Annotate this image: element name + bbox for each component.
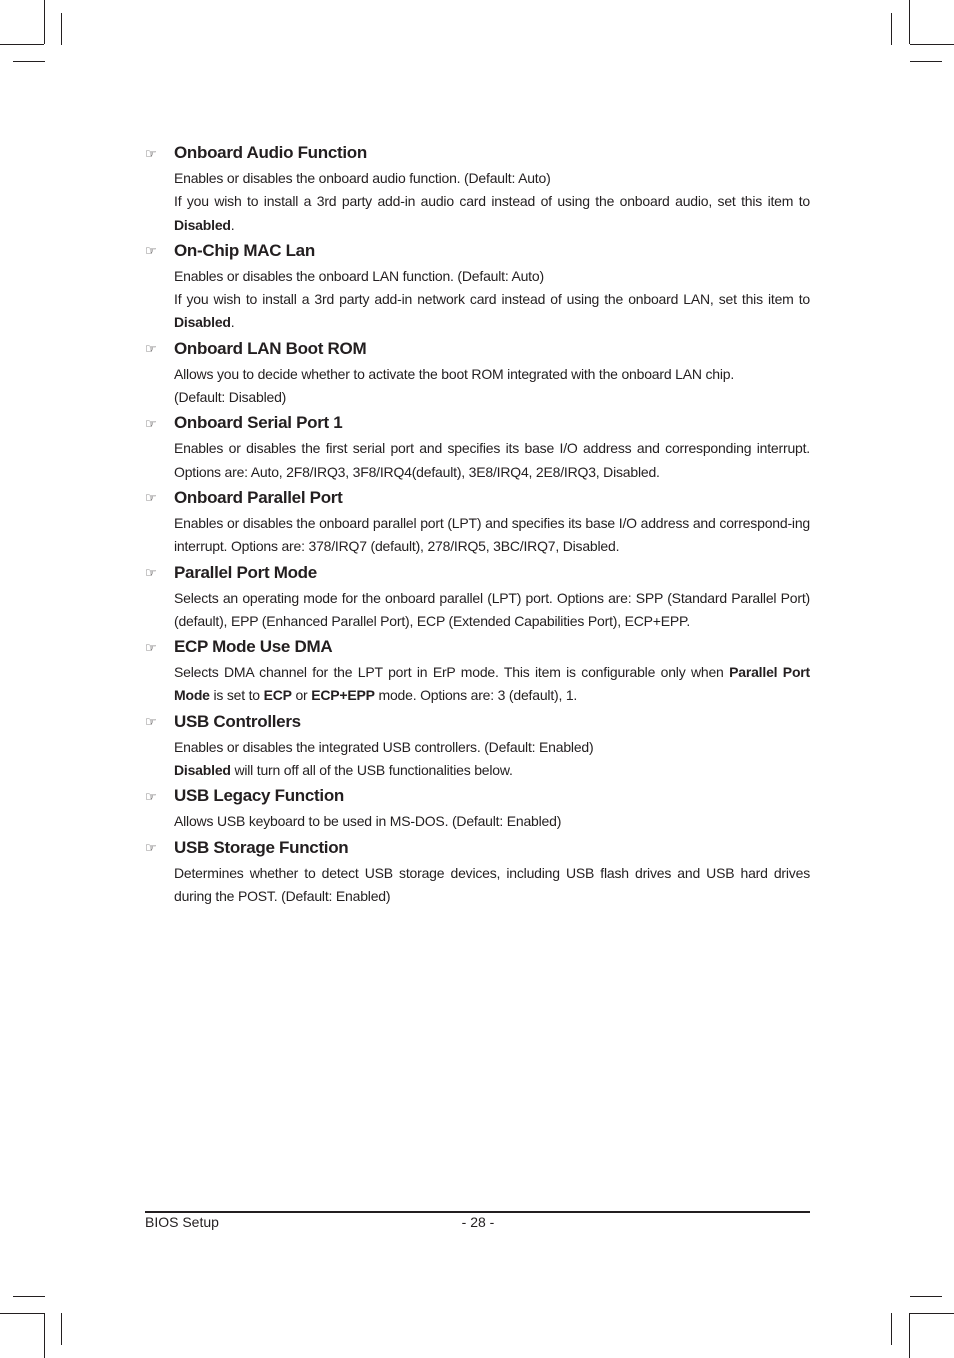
pointing-hand-icon: ☞ [145, 415, 157, 431]
footer-divider [145, 1211, 810, 1213]
crop-mark [910, 44, 954, 45]
crop-mark [61, 1313, 62, 1345]
pointing-hand-icon: ☞ [145, 639, 157, 655]
item-description: Allows you to decide whether to activate the boot ROM integrated with the onboard LAN chip. (Default: Disabled) [174, 365, 735, 406]
page-number: - 28 - [461, 1214, 495, 1230]
item-parallel-port-mode [145, 561, 810, 636]
item-title: Onboard Parallel Port [174, 487, 343, 507]
item-ecp-mode-use-dma [145, 635, 810, 710]
crop-mark [0, 1313, 44, 1314]
crop-mark [910, 61, 942, 62]
item-description: Enables or disables the onboard parallel port (LPT) and specifies its base I/O address and correspond-ing interrupt. Options are: 378/IRQ7 (default), 278/IRQ5, 3BC/IRQ7, Disabled. [174, 514, 810, 555]
crop-mark [13, 1296, 45, 1297]
item-on-chip-mac-lan [145, 239, 810, 337]
crop-mark [44, 0, 45, 44]
crop-mark [0, 44, 44, 45]
crop-mark [910, 1313, 954, 1314]
item-title: Parallel Port Mode [174, 562, 317, 582]
item-description: Determines whether to detect USB storage devices, including USB flash drives and USB hard drives during the POST. (Default: Enabled) [174, 864, 810, 904]
item-usb-legacy-function [145, 784, 810, 835]
item-description: Allows USB keyboard to be used in MS-DOS. (Default: Enabled) [174, 813, 562, 830]
footer-section-title: BIOS Setup [145, 1214, 219, 1230]
pointing-hand-icon: ☞ [145, 490, 157, 506]
pointing-hand-icon: ☞ [145, 714, 157, 730]
item-title: Onboard LAN Boot ROM [174, 338, 367, 358]
item-title: USB Storage Function [174, 837, 349, 857]
crop-mark [909, 1313, 910, 1358]
item-description: Enables or disables the onboard LAN function. (Default: Auto) If you wish to install a 3rd party add-in network card instead of using the onboard LAN, set this item to Disabled. [174, 267, 810, 331]
item-description: Selects an operating mode for the onboard parallel (LPT) port. Options are: SPP (Standard Parallel Port) (default), EPP (Enhanced Parallel Port), ECP (Extended Capabilities Port), ECP+EPP. [174, 589, 810, 629]
item-title: ECP Mode Use DMA [174, 637, 333, 657]
bios-item-list [145, 141, 810, 910]
pointing-hand-icon: ☞ [145, 565, 157, 581]
item-description: Enables or disables the onboard audio function. (Default: Auto) If you wish to install a 3rd party add-in audio card instead of using the onboard audio, set this item to Disabled. [174, 170, 810, 233]
crop-mark [61, 13, 62, 45]
pointing-hand-icon: ☞ [145, 341, 157, 357]
crop-mark [891, 13, 892, 45]
crop-mark [910, 1296, 942, 1297]
item-description: Enables or disables the integrated USB controllers. (Default: Enabled) Disabled will turn off all of the USB functionalities below. [174, 738, 594, 779]
pointing-hand-icon: ☞ [145, 243, 157, 259]
item-onboard-lan-boot-rom [145, 337, 810, 412]
item-usb-storage-function [145, 836, 810, 911]
item-onboard-parallel-port [145, 486, 810, 561]
item-description: Selects DMA channel for the LPT port in ErP mode. This item is configurable only when Parallel Port Mode is set to ECP or ECP+EPP mode. Options are: 3 (default), 1. [174, 664, 811, 704]
item-title: USB Controllers [174, 711, 301, 731]
crop-mark [909, 0, 910, 44]
pointing-hand-icon: ☞ [145, 840, 157, 856]
item-title: On-Chip MAC Lan [174, 240, 315, 260]
item-title: Onboard Audio Function [174, 143, 367, 162]
crop-mark [13, 61, 45, 62]
pointing-hand-icon: ☞ [145, 788, 157, 804]
item-usb-controllers [145, 710, 810, 785]
item-description: Enables or disables the first serial port and specifies its base I/O address and corresponding interrupt. Options are: Auto, 2F8/IRQ3, 3F8/IRQ4(default), 3E8/IRQ4, 2E8/IRQ3, Disabled. [174, 440, 810, 480]
crop-mark [44, 1313, 45, 1358]
item-onboard-audio-function [145, 141, 810, 239]
pointing-hand-icon: ☞ [145, 145, 157, 161]
crop-mark [891, 1313, 892, 1345]
item-onboard-serial-port-1 [145, 411, 810, 486]
item-title: USB Legacy Function [174, 786, 344, 806]
item-title: Onboard Serial Port 1 [174, 413, 343, 433]
